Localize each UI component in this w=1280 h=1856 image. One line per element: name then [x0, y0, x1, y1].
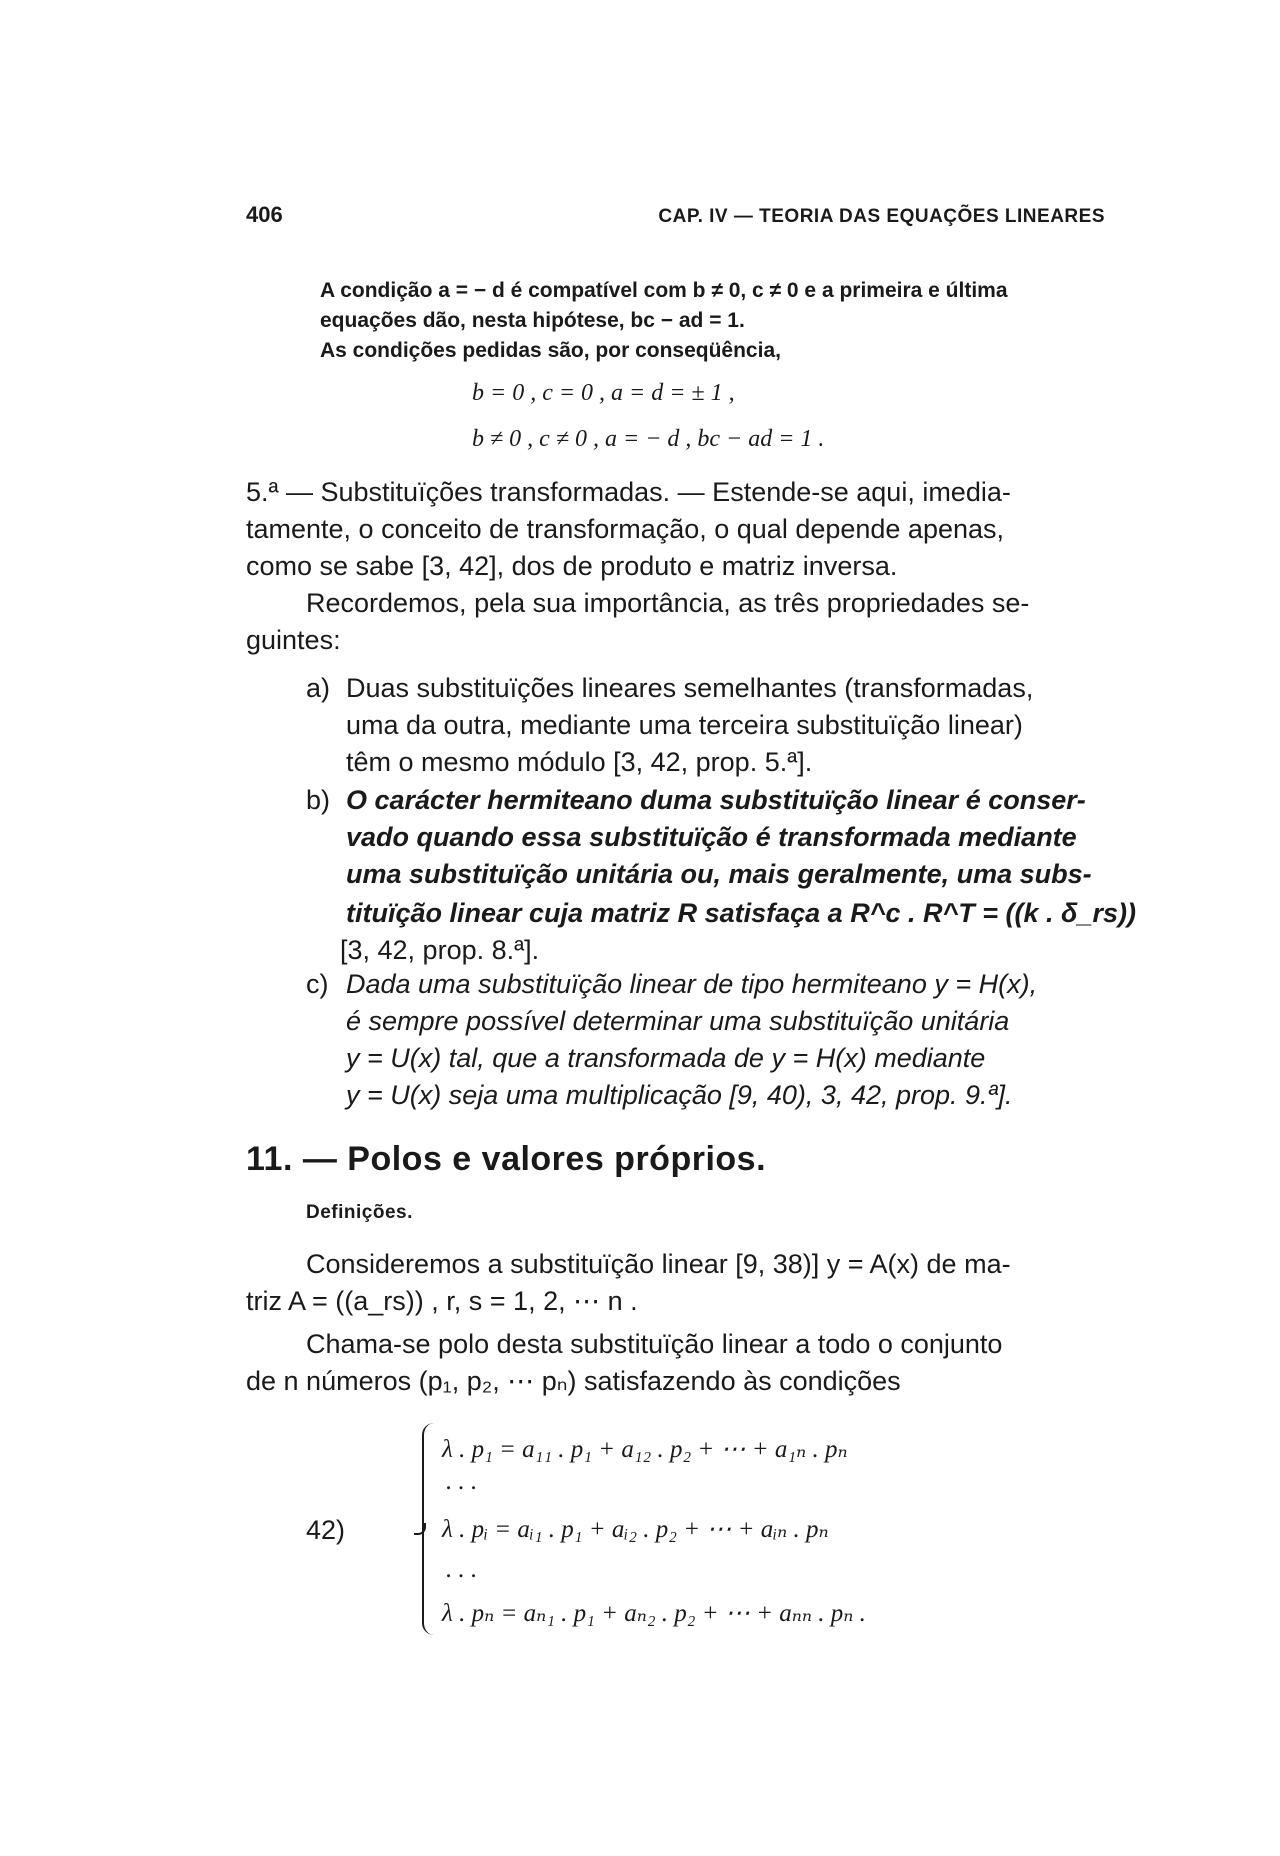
prop-c-line-4: y = U(x) seja uma multiplicação [9, 40), 3, 42, prop. 9.ª]. — [346, 1080, 1013, 1110]
equation-number: 42) — [306, 1515, 346, 1545]
subsection-heading: Definições. — [306, 1202, 413, 1223]
item5-line-3: como se sabe [3, 42], dos de produto e matriz inversa. — [246, 551, 898, 581]
prop-a-line-2: uma da outra, mediante uma terceira substituïção linear) — [346, 710, 1023, 740]
equation-case-1: b = 0 , c = 0 , a = d = ± 1 , — [472, 380, 735, 406]
running-title: CAP. IV — TEORIA DAS EQUAÇÕES LINEARES — [658, 206, 1105, 227]
para2-line-1: Chama-se polo desta substituïção linear a todo o conjunto — [306, 1329, 1003, 1359]
prop-b-line-2: vado quando essa substituïção é transformada mediante — [346, 822, 1077, 852]
system-row-ellipsis-2: . . . — [446, 1556, 478, 1583]
recall-line-1: Recordemos, pela sua importância, as três propriedades se- — [306, 588, 1030, 618]
prop-c-line-2: é sempre possível determinar uma substituïção unitária — [346, 1006, 1010, 1036]
note-line-3: As condições pedidas são, por conseqüência, — [320, 339, 781, 362]
prop-b-line-4: tituïção linear cuja matriz R satisfaça a R^c . R^T = ((k . δ_rs)) — [346, 898, 1137, 928]
item5-line-2: tamente, o conceito de transformação, o qual depende apenas, — [246, 514, 1005, 544]
system-row-i: λ . pᵢ = aᵢ₁ . p₁ + aᵢ₂ . p₂ + ⋯ + aᵢₙ . pₙ — [442, 1516, 829, 1543]
left-brace — [422, 1423, 436, 1635]
prop-b-line-5: [3, 42, prop. 8.ª]. — [340, 935, 540, 965]
para1-line-1: Consideremos a substituïção linear [9, 38)] y = A(x) de ma- — [306, 1249, 1011, 1279]
prop-b-line-3: uma substituïção unitária ou, mais geralmente, uma subs- — [346, 859, 1092, 889]
prop-a-line-1: Duas substituïções lineares semelhantes (transformadas, — [346, 673, 1034, 703]
system-row-1: λ . p₁ = a₁₁ . p₁ + a₁₂ . p₂ + ⋯ + a₁ₙ . pₙ — [442, 1436, 848, 1463]
para1-line-2: triz A = ((a_rs)) , r, s = 1, 2, ⋯ n . — [246, 1286, 638, 1316]
prop-b-label: b) — [306, 785, 331, 815]
para2-line-2: de n números (p₁, p₂, ⋯ pₙ) satisfazendo às condições — [246, 1366, 901, 1396]
section-heading: 11. — Polos e valores próprios. — [246, 1140, 767, 1178]
prop-a-label: a) — [306, 673, 331, 703]
note-line-2: equações dão, nesta hipótese, bc − ad = 1. — [320, 309, 745, 332]
prop-b-line-1: O carácter hermiteano duma substituïção linear é conser- — [346, 785, 1086, 815]
equation-case-2: b ≠ 0 , c ≠ 0 , a = − d , bc − ad = 1 . — [472, 426, 825, 452]
page-number: 406 — [246, 202, 283, 227]
prop-c-line-1: Dada uma substituïção linear de tipo hermiteano y = H(x), — [346, 969, 1038, 999]
prop-c-line-3: y = U(x) tal, que a transformada de y = H(x) mediante — [346, 1043, 986, 1073]
system-row-n: λ . pₙ = aₙ₁ . p₁ + aₙ₂ . p₂ + ⋯ + aₙₙ . pₙ . — [442, 1600, 866, 1627]
note-line-1: A condição a = − d é compatível com b ≠ 0, c ≠ 0 e a primeira e última — [320, 279, 1008, 302]
recall-line-2: guintes: — [246, 625, 341, 655]
prop-a-line-3: têm o mesmo módulo [3, 42, prop. 5.ª]. — [346, 747, 813, 777]
item5-line-1: 5.ª — Substituïções transformadas. — Estende-se aqui, imedia- — [246, 477, 1011, 507]
system-row-ellipsis-1: . . . — [446, 1468, 478, 1495]
prop-c-label: c) — [306, 969, 329, 999]
